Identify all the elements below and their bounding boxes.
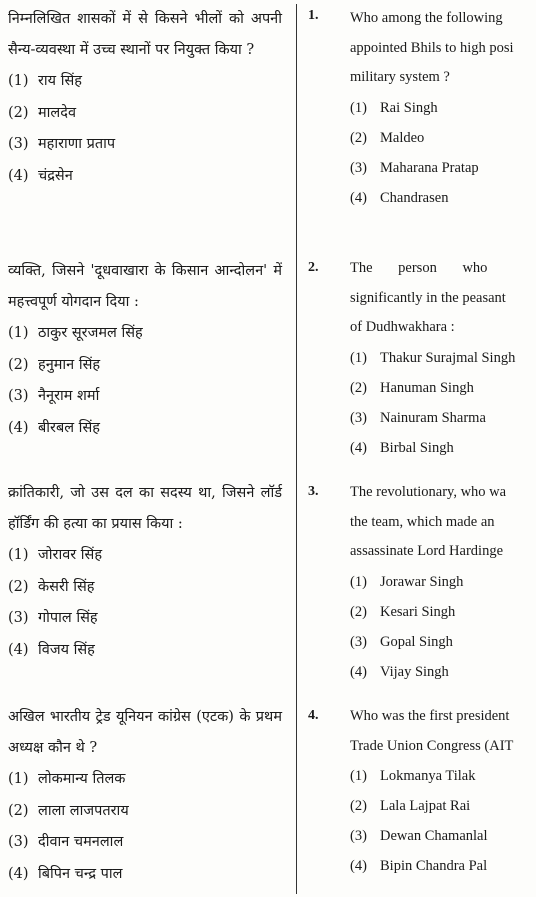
question-line: of Dudhwakhara : [350,319,455,335]
column-divider [296,4,297,894]
question-line: the team, which made an [350,513,495,530]
option-3[interactable]: (3) Gopal Singh [350,633,453,650]
option-3[interactable]: (3) Nainuram Sharma [350,409,486,426]
option-2[interactable]: (2) केसरी सिंह [8,578,95,595]
question-hindi-4 [8,702,282,890]
option-2[interactable]: (2) हनुमान सिंह [8,356,101,373]
question-line: Who among the following [350,10,503,26]
option-4[interactable]: (4) बिपिन चन्द्र पाल [8,865,123,882]
question-number: 3. [308,484,319,499]
question-line: Trade Union Congress (AIT [350,737,514,754]
question-hindi-1 [8,4,282,192]
option-1[interactable]: (1) जोरावर सिंह [8,547,103,563]
option-3[interactable]: (3) दीवान चमनलाल [8,834,124,850]
option-1[interactable]: (1) Jorawar Singh [350,573,464,590]
option-3[interactable]: (3) Dewan Chamanlal [350,828,488,844]
option-4[interactable]: (4) Birbal Singh [350,439,454,456]
option-2[interactable]: (2) Kesari Singh [350,603,456,620]
question-text: निम्नलिखित शासकों में से किसने भीलों को अपनी सैन्य-व्यवस्था में उच्च स्थानों पर नियुक्त किया ? [8,11,282,58]
question-number: 2. [308,260,319,275]
option-4[interactable]: (4) चंद्रसेन [8,167,73,184]
question-text: व्यक्ति, जिसने 'दूधवाखारा के किसान आन्दोलन' में महत्त्वपूर्ण योगदान दिया : [8,263,282,310]
option-4[interactable]: (4) Chandrasen [350,189,449,206]
option-2[interactable]: (2) मालदेव [8,104,77,121]
question-line: Who was the first president [350,708,510,724]
question-line: military system ? [350,69,450,85]
question-line: appointed Bhils to high posi [350,39,514,56]
option-1[interactable]: (1) Rai Singh [350,99,438,116]
question-number: 4. [308,708,319,723]
question-line: The person who [350,260,488,276]
option-1[interactable]: (1) लोकमान्य तिलक [8,771,126,787]
option-4[interactable]: (4) विजय सिंह [8,641,95,658]
option-4[interactable]: (4) Bipin Chandra Pal [350,858,488,874]
option-2[interactable]: (2) Maldeo [350,129,425,146]
option-2[interactable]: (2) लाला लाजपतराय [8,802,129,819]
option-2[interactable]: (2) Hanuman Singh [350,379,474,396]
question-number: 1. [308,8,319,23]
english-column [300,0,536,897]
question-hindi-2 [8,256,282,444]
option-4[interactable]: (4) Vijay Singh [350,663,449,680]
option-1[interactable]: (1) राय सिंह [8,73,82,89]
question-text: अखिल भारतीय ट्रेड यूनियन कांग्रेस (एटक) के प्रथम अध्यक्ष कौन थे ? [8,709,282,756]
option-1[interactable]: (1) Thakur Surajmal Singh [350,349,516,366]
option-1[interactable]: (1) Lokmanya Tilak [350,768,476,784]
option-3[interactable]: (3) महाराणा प्रताप [8,136,116,152]
question-hindi-3 [8,478,282,666]
question-text: क्रांतिकारी, जो उस दल का सदस्य था, जिसने लॉर्ड हॉर्डिंग की हत्या का प्रयास किया : [8,485,282,532]
option-4[interactable]: (4) बीरबल सिंह [8,419,100,436]
option-3[interactable]: (3) नैनूराम शर्मा [8,388,100,404]
question-line: significantly in the peasant [350,289,506,306]
question-line: The revolutionary, who wa [350,484,507,500]
option-3[interactable]: (3) गोपाल सिंह [8,610,98,626]
option-3[interactable]: (3) Maharana Pratap [350,159,479,176]
option-2[interactable]: (2) Lala Lajpat Rai [350,798,471,814]
question-line: assassinate Lord Hardinge [350,543,504,559]
option-1[interactable]: (1) ठाकुर सूरजमल सिंह [8,325,143,341]
